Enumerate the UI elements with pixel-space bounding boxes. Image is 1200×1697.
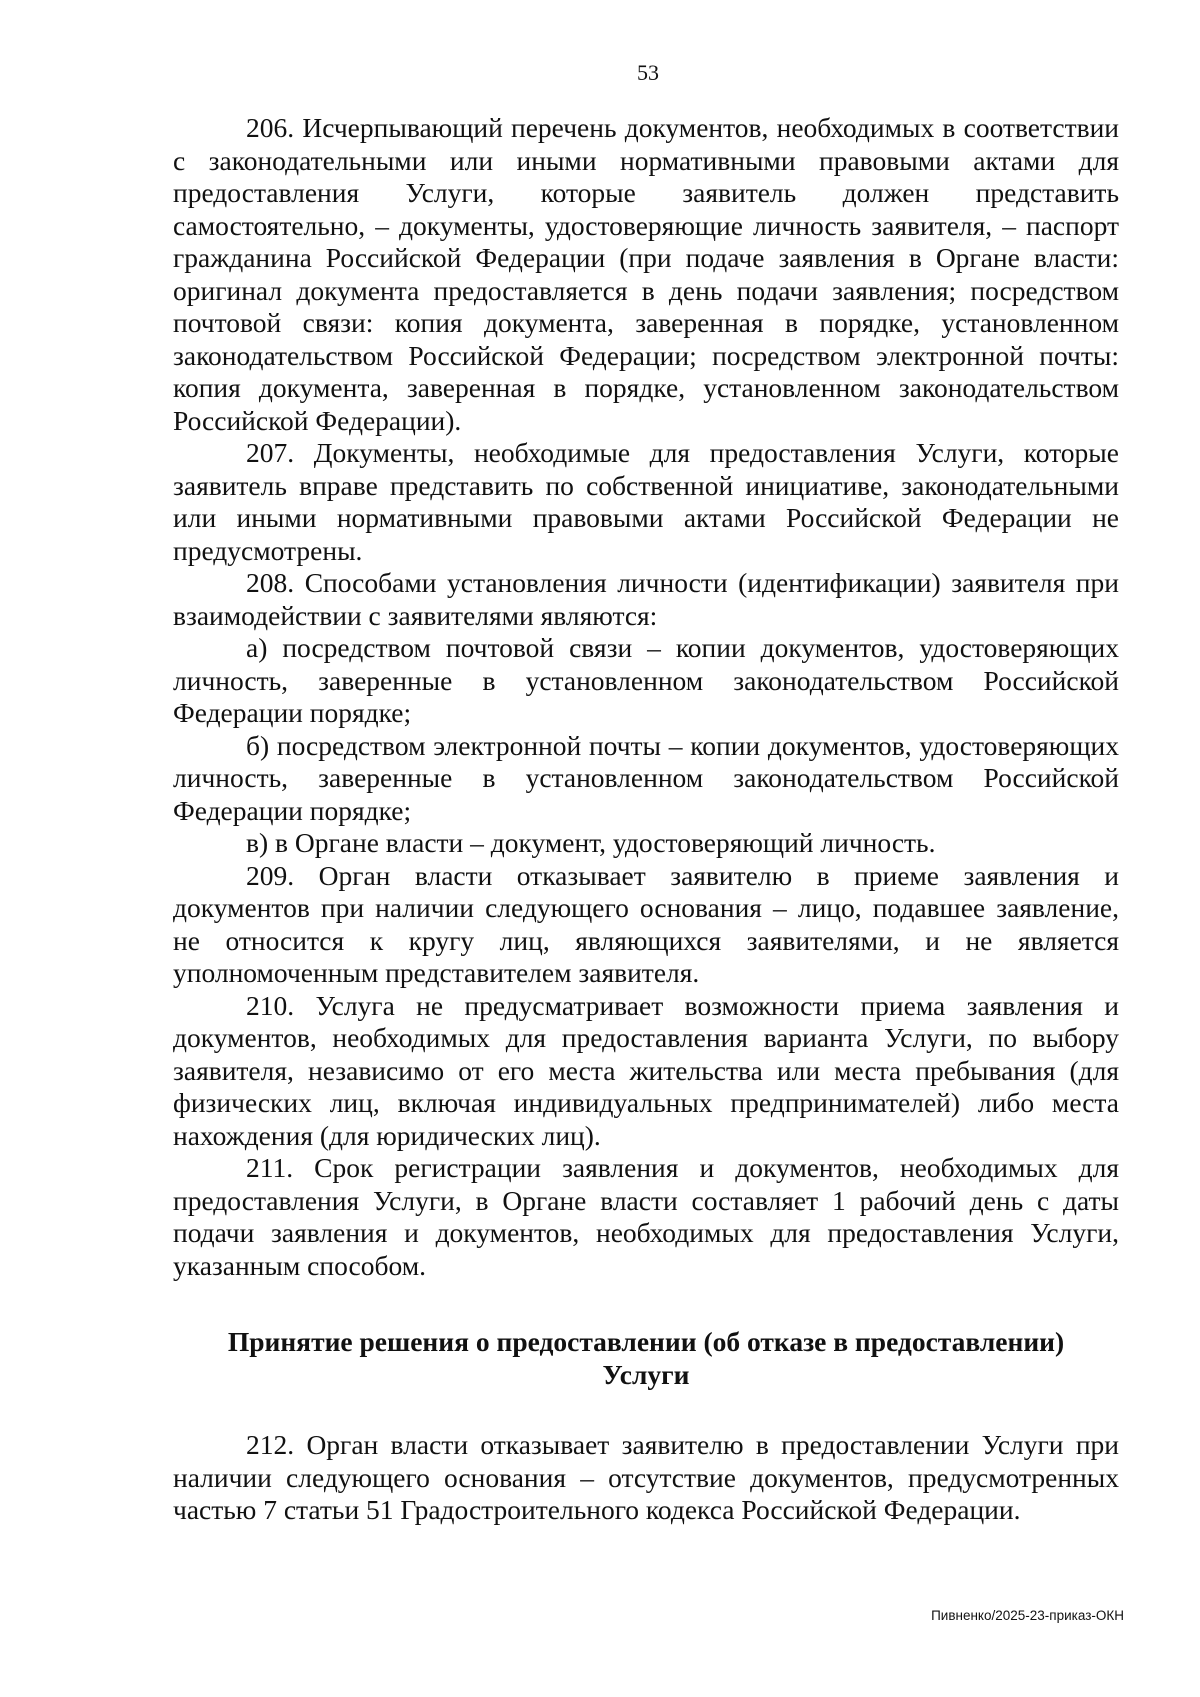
paragraph-208-a: а) посредством почтовой связи – копии документов, удостоверяющих личность, заверенные в установленном законодательством Российской Федерации порядке; bbox=[173, 632, 1119, 728]
section-heading-line-2: Услуги bbox=[602, 1358, 690, 1390]
paragraph-210: 210. Услуга не предусматривает возможности приема заявления и документов, необходимых для предоставления варианта Услуги, по выбору заявителя, независимо от его места жительства или места пребывания (для физических лиц, включая индивидуальных предпринимателей) либо места нахождения (для юридических лиц). bbox=[173, 989, 1119, 1151]
paragraph-208-b: б) посредством электронной почты – копии документов, удостоверяющих личность, заверенные в установленном законодательством Российской Федерации порядке; bbox=[173, 729, 1119, 826]
paragraph-212: 212. Орган власти отказывает заявителю в предоставлении Услуги при наличии следующего основания – отсутствие документов, предусмотренных частью 7 статьи 51 Градостроительного кодекса Российской Федерации. bbox=[173, 1429, 1119, 1525]
footer-doc-id: Пивненко/2025-23-приказ-ОКН bbox=[931, 1608, 1124, 1623]
page-number: 53 bbox=[637, 60, 659, 85]
paragraph-208: 208. Способами установления личности (идентификации) заявителя при взаимодействии с заявителями являются: bbox=[173, 567, 1119, 631]
paragraph-209: 209. Орган власти отказывает заявителю в приеме заявления и документов при наличии следующего основания – лицо, подавшее заявление, не относится к кругу лиц, являющихся заявителями, и не является уполномоченным представителем заявителя. bbox=[173, 859, 1119, 988]
paragraph-207: 207. Документы, необходимые для предоставления Услуги, которые заявитель вправе представить по собственной инициативе, законодательными или иными нормативными правовыми актами Российской Федерации не предусмотрены. bbox=[173, 437, 1119, 566]
section-heading bbox=[173, 1326, 1119, 1391]
paragraph-208-v: в) в Органе власти – документ, удостоверяющий личность. bbox=[246, 827, 936, 858]
paragraph-211: 211. Срок регистрации заявления и документов, необходимых для предоставления Услуги, в Органе власти составляет 1 рабочий день с даты подачи заявления и документов, необходимых для предоставления Услуги, указанным способом. bbox=[173, 1152, 1119, 1281]
document-body bbox=[173, 112, 1119, 1527]
paragraph-206: 206. Исчерпывающий перечень документов, необходимых в соответствии с законодательными или иными нормативными правовыми актами для предоставления Услуги, которые заявитель должен представить самостоятельно, – документы, удостоверяющие личность заявителя, – паспорт гражданина Российской Федерации (при подаче заявления в Органе власти: оригинал документа предоставляется в день подачи заявления; посредством почтовой связи: копия документа, заверенная в порядке, установленном законодательством Российской Федерации; посредством электронной почты: копия документа, заверенная в порядке, установленном законодательством Российской Федерации). bbox=[173, 112, 1119, 436]
section-heading-line-1: Принятие решения о предоставлении (об отказе в предоставлении) bbox=[227, 1326, 1065, 1357]
